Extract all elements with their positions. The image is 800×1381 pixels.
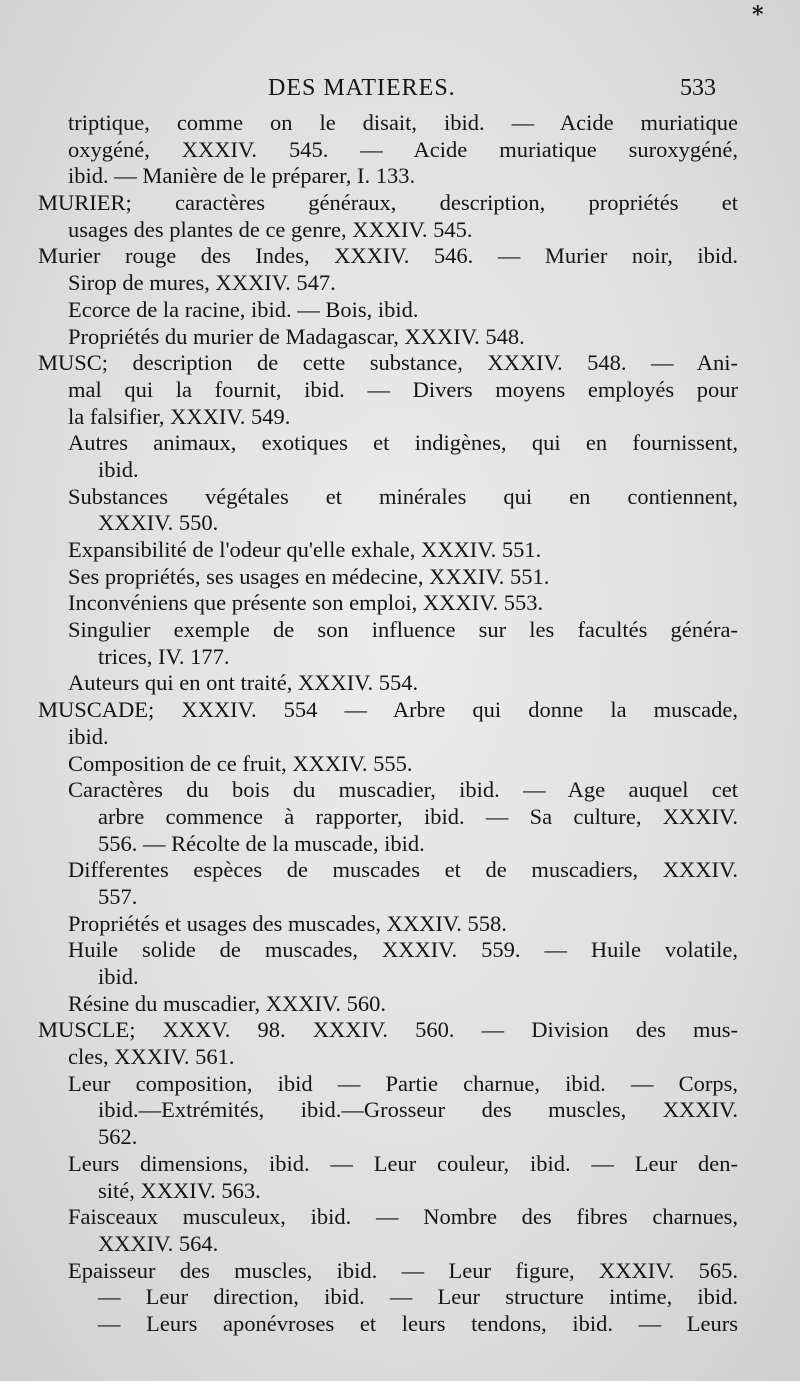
index-line (38, 190, 738, 217)
index-line (38, 1204, 738, 1231)
index-line (38, 163, 738, 190)
index-line (38, 1178, 738, 1205)
index-line (38, 644, 738, 671)
index-line-text: Ecorce de la racine, ibid. — Bois, ibid. (68, 296, 419, 322)
index-line-text: 556. — Récolte de la muscade, ibid. (98, 830, 425, 856)
index-line-text: Expansibilité de l'odeur qu'elle exhale, XXXIV. 551. (68, 537, 542, 562)
index-line (38, 777, 738, 804)
index-line-text: Differentes espèces de muscades et de muscadiers, XXXIV. (68, 857, 738, 883)
index-line (38, 724, 738, 751)
index-line-text: Composition de ce fruit, XXXIV. 555. (68, 750, 413, 776)
index-line (38, 857, 738, 884)
index-line (38, 457, 738, 484)
index-line (38, 1151, 738, 1178)
index-line-text: Ses propriétés, ses usages en médecine, XXXIV. 551. (68, 563, 550, 589)
index-line (38, 911, 738, 938)
index-line (38, 831, 738, 858)
index-line (38, 404, 738, 431)
index-line-text: Propriétés et usages des muscades, XXXIV. 558. (68, 910, 507, 936)
index-line-text: ibid. (98, 964, 139, 989)
index-line-text: triptique, comme on le disait, ibid. — Acide muriatique (68, 110, 738, 135)
index-line-text: — Leur direction, ibid. — Leur structure intime, ibid. (98, 1284, 738, 1310)
index-line (38, 937, 738, 964)
index-line (38, 1231, 738, 1258)
index-line (38, 510, 738, 537)
index-line-text: oxygéné, XXXIV. 545. — Acide muriatique suroxygéné, (68, 136, 738, 162)
index-line-text: sité, XXXIV. 563. (98, 1177, 261, 1203)
index-line-text: Epaisseur des muscles, ibid. — Leur figure, XXXIV. 565. (68, 1257, 738, 1283)
index-line-text: Huile solide de muscades, XXXIV. 559. — Huile volatile, (68, 937, 738, 963)
index-line-text: Résine du muscadier, XXXIV. 560. (68, 990, 387, 1016)
index-line-text: MUSC; description de cette substance, XXXIV. 548. — Ani- (38, 350, 738, 376)
index-line-text: Murier rouge des Indes, XXXIV. 546. — Murier noir, ibid. (38, 243, 738, 269)
index-line (38, 1097, 738, 1124)
index-line-text: Caractères du bois du muscadier, ibid. — Age auquel cet (68, 777, 738, 803)
index-line (38, 670, 738, 697)
index-line (38, 1124, 738, 1151)
index-line (38, 377, 738, 404)
index-line (38, 590, 738, 617)
index-line (38, 564, 738, 591)
index-line (38, 751, 738, 778)
index-line (38, 537, 738, 564)
index-line (38, 1258, 738, 1285)
index-line-text: usages des plantes de ce genre, XXXIV. 545. (68, 216, 473, 242)
index-entries (38, 110, 738, 1338)
index-line-text: 557. (98, 883, 138, 909)
index-line-text: 562. (98, 1124, 138, 1150)
index-line (38, 270, 738, 297)
index-line (38, 1284, 738, 1311)
index-line-text: Inconvéniens que présente son emploi, XXXIV. 553. (68, 590, 544, 616)
index-line (38, 137, 738, 164)
index-line-text: MUSCADE; XXXIV. 554 — Arbre qui donne la muscade, (38, 697, 738, 723)
index-line-text: Faisceaux musculeux, ibid. — Nombre des fibres charnues, (68, 1204, 738, 1230)
index-line (38, 1071, 738, 1098)
index-line (38, 324, 738, 351)
index-line-text: Sirop de mures, XXXIV. 547. (68, 270, 336, 296)
index-line (38, 217, 738, 244)
index-line (38, 484, 738, 511)
page-number: 533 (680, 75, 716, 101)
index-line-text: Propriétés du murier de Madagascar, XXXIV. 548. (68, 323, 525, 349)
index-line (38, 697, 738, 724)
index-line (38, 110, 738, 137)
index-line-text: ibid. — Manière de le préparer, I. 133. (68, 163, 416, 189)
index-line (38, 350, 738, 377)
index-line-text: MURIER; caractères généraux, description, propriétés et (38, 190, 738, 216)
index-line-text: cles, XXXIV. 561. (68, 1044, 235, 1070)
index-line-text: Leurs dimensions, ibid. — Leur couleur, ibid. — Leur den- (68, 1150, 738, 1176)
index-line (38, 1017, 738, 1044)
index-line (38, 297, 738, 324)
index-line-text: la falsifier, XXXIV. 549. (68, 403, 291, 429)
index-line-text: ibid. (98, 456, 139, 482)
index-line-text: Autres animaux, exotiques et indigènes, qui en fournissent, (68, 430, 738, 456)
index-line (38, 804, 738, 831)
index-line (38, 964, 738, 991)
index-line-text: Substances végétales et minérales qui en contiennent, (68, 483, 738, 509)
corner-mark: * (752, 2, 764, 28)
index-line (38, 243, 738, 270)
index-line-text: Auteurs qui en ont traité, XXXIV. 554. (68, 670, 419, 696)
index-line-text: trices, IV. 177. (98, 643, 230, 669)
index-line-text: Singulier exemple de son influence sur les facultés généra- (68, 617, 738, 643)
index-line-text: Leur composition, ibid — Partie charnue, ibid. — Corps, (68, 1070, 738, 1096)
index-line-text: MUSCLE; XXXV. 98. XXXIV. 560. — Division des mus- (38, 1017, 738, 1043)
index-line-text: XXXIV. 550. (98, 510, 219, 536)
index-line-text: XXXIV. 564. (98, 1230, 219, 1256)
index-line-text: arbre commence à rapporter, ibid. — Sa culture, XXXIV. (98, 803, 738, 829)
index-line (38, 1044, 738, 1071)
index-line (38, 991, 738, 1018)
index-line (38, 1311, 738, 1338)
index-line (38, 884, 738, 911)
index-line-text: — Leurs aponévroses et leurs tendons, ibid. — Leurs (98, 1310, 738, 1336)
index-line (38, 617, 738, 644)
index-line-text: mal qui la fournit, ibid. — Divers moyens employés pour (68, 376, 738, 402)
index-line (38, 430, 738, 457)
index-line-text: ibid.—Extrémités, ibid.—Grosseur des muscles, XXXIV. (98, 1097, 738, 1123)
page-header (0, 75, 800, 107)
running-title: DES MATIERES. (268, 75, 456, 101)
index-line-text: ibid. (68, 723, 109, 749)
